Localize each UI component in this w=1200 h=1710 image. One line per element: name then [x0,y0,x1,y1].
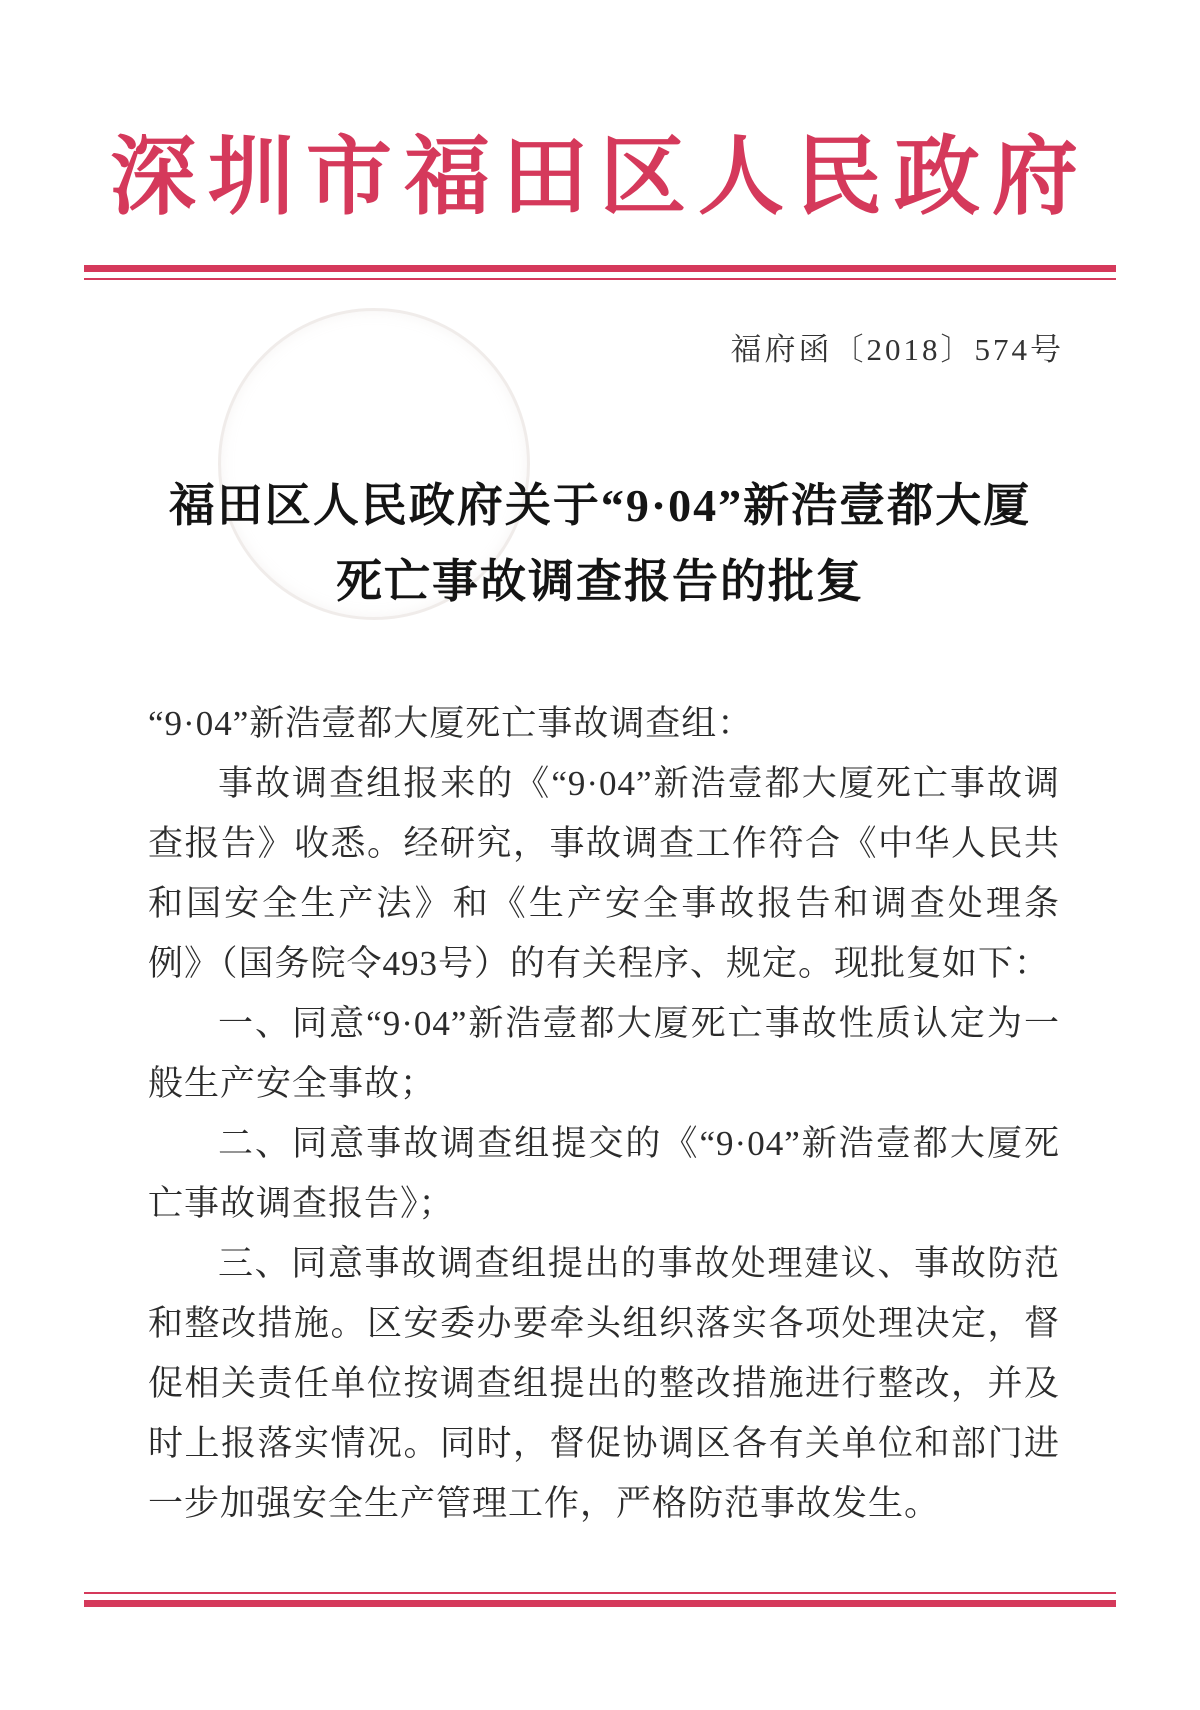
footer-divider-thin-line [84,1592,1116,1594]
body-paragraph-3: 二、同意事故调查组提交的《“9·04”新浩壹都大厦死亡事故调查报告》； [148,1124,1060,1223]
letterhead-divider [84,265,1116,280]
letterhead-agency-name: 深圳市福田区人民政府 [110,129,1090,225]
document-title-line1: 福田区人民政府关于“9·04”新浩壹都大厦 [168,480,1032,531]
body-paragraph-1: 事故调查组报来的《“9·04”新浩壹都大厦死亡事故调查报告》收悉。经研究，事故调查工作符合《中华人民共和国安全生产法》和《生产安全事故报告和调查处理条例》（国务院令493号）的有关程序、规定。现批复如下： [148,764,1060,983]
letterhead-divider-thin-line [84,278,1116,280]
footer-divider [84,1592,1116,1607]
document-body [148,694,1060,1534]
letterhead-divider-thick-line [84,265,1116,272]
document-title [0,468,1200,620]
body-paragraph-2: 一、同意“9·04”新浩壹都大厦死亡事故性质认定为一般生产安全事故； [148,1004,1060,1103]
body-paragraph-4: 三、同意事故调查组提出的事故处理建议、事故防范和整改措施。区安委办要牵头组织落实各项处理决定，督促相关责任单位按调查组提出的整改措施进行整改，并及时上报落实情况。同时，督促协调区各有关单位和部门进一步加强安全生产管理工作，严格防范事故发生。 [148,1244,1060,1523]
document-title-line2: 死亡事故调查报告的批复 [336,556,864,607]
document-reference-number: 福府函〔2018〕574号 [730,332,1064,367]
footer-divider-thick-line [84,1600,1116,1607]
salutation-line: “9·04”新浩壹都大厦死亡事故调查组： [148,704,754,743]
